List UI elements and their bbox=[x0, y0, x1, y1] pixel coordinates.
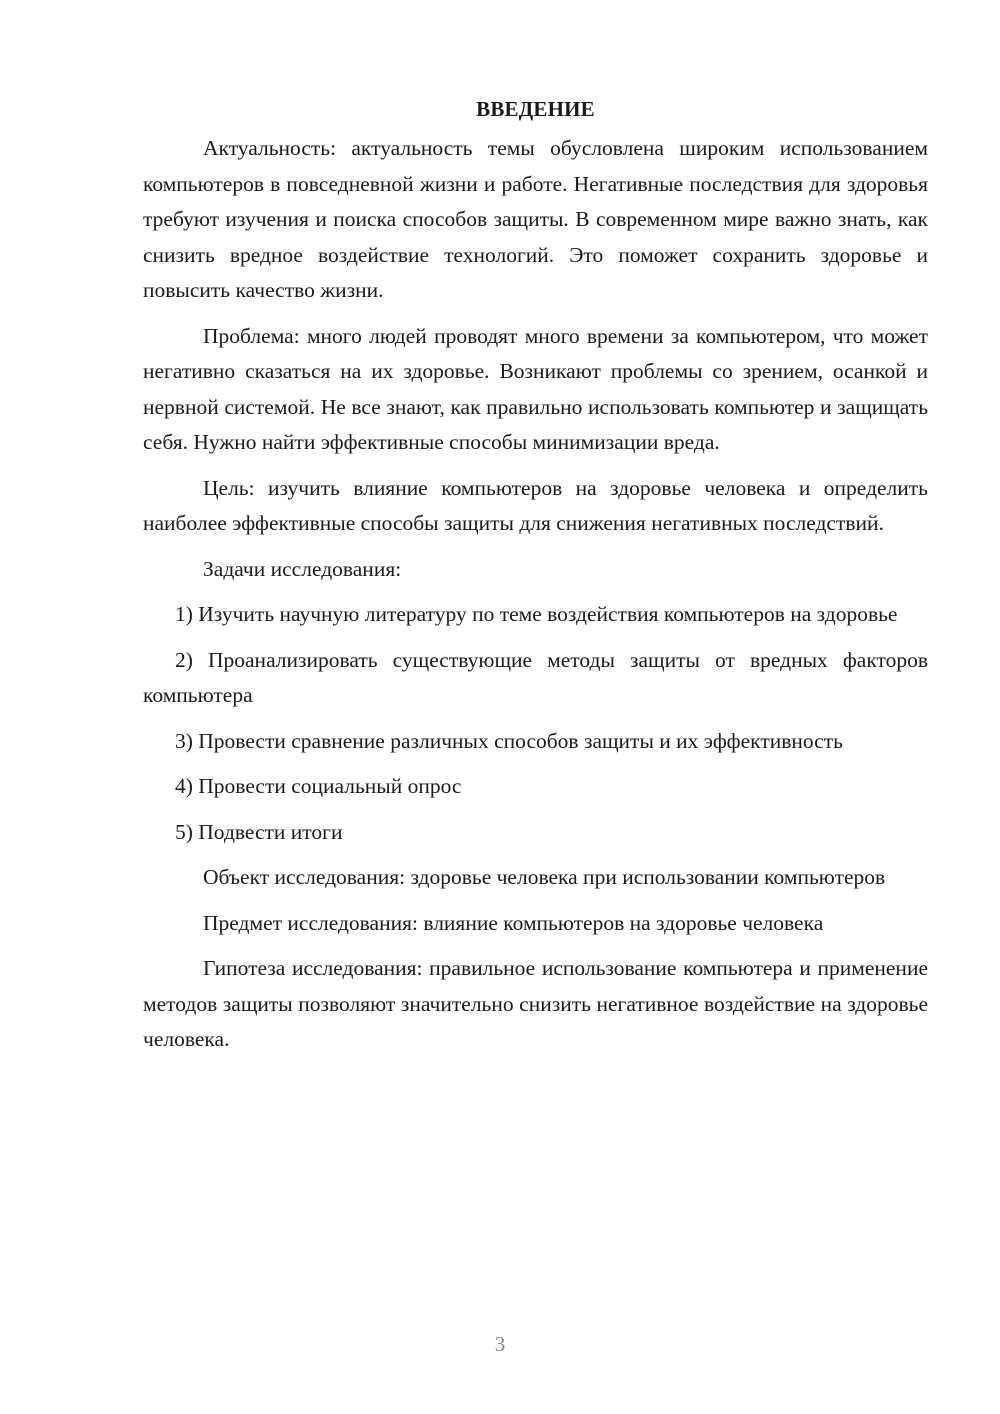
tasks-list bbox=[143, 597, 928, 850]
section-title: ВВЕДЕНИЕ bbox=[476, 97, 595, 121]
document-page bbox=[143, 92, 928, 1068]
list-item: 1) Изучить научную литературу по теме воздействия компьютеров на здоровье bbox=[175, 602, 898, 626]
list-item: 2) Проанализировать существующие методы защиты от вредных факторов компьютера bbox=[143, 647, 928, 707]
tasks-heading: Задачи исследования: bbox=[203, 556, 402, 581]
paragraph-hypothesis: Гипотеза исследования: правильное использование компьютера и применение методов защиты позволяют значительно снизить негативное воздействие на здоровье человека. bbox=[143, 956, 928, 1051]
page-number: 3 bbox=[494, 1332, 506, 1356]
list-item: 4) Провести социальный опрос bbox=[175, 774, 462, 798]
list-item: 3) Провести сравнение различных способов защиты и их эффективность bbox=[175, 728, 843, 753]
paragraph-problem: Проблема: много людей проводят много времени за компьютером, что может негативно сказаться на их здоровье. Возникают проблемы со зрением, осанкой и нервной системой. Не все знают, как правильно использовать компьютер и защищать себя. Нужно найти эффективные способы минимизации вреда. bbox=[143, 323, 928, 454]
list-item: 5) Подвести итоги bbox=[175, 819, 343, 844]
paragraph-goal: Цель: изучить влияние компьютеров на здоровье человека и определить наиболее эффективные способы защиты для снижения негативных последствий. bbox=[143, 475, 928, 535]
paragraph-subject: Предмет исследования: влияние компьютеров на здоровье человека bbox=[203, 910, 824, 935]
paragraph-relevance: Актуальность: актуальность темы обусловлена широким использованием компьютеров в повседневной жизни и работе. Негативные последствия для здоровья требуют изучения и поиска способов защиты. В современном мире важно знать, как снизить вредное воздействие технологий. Это поможет сохранить здоровье и повысить качество жизни. bbox=[143, 136, 928, 302]
paragraph-object: Объект исследования: здоровье человека при использовании компьютеров bbox=[203, 865, 886, 889]
